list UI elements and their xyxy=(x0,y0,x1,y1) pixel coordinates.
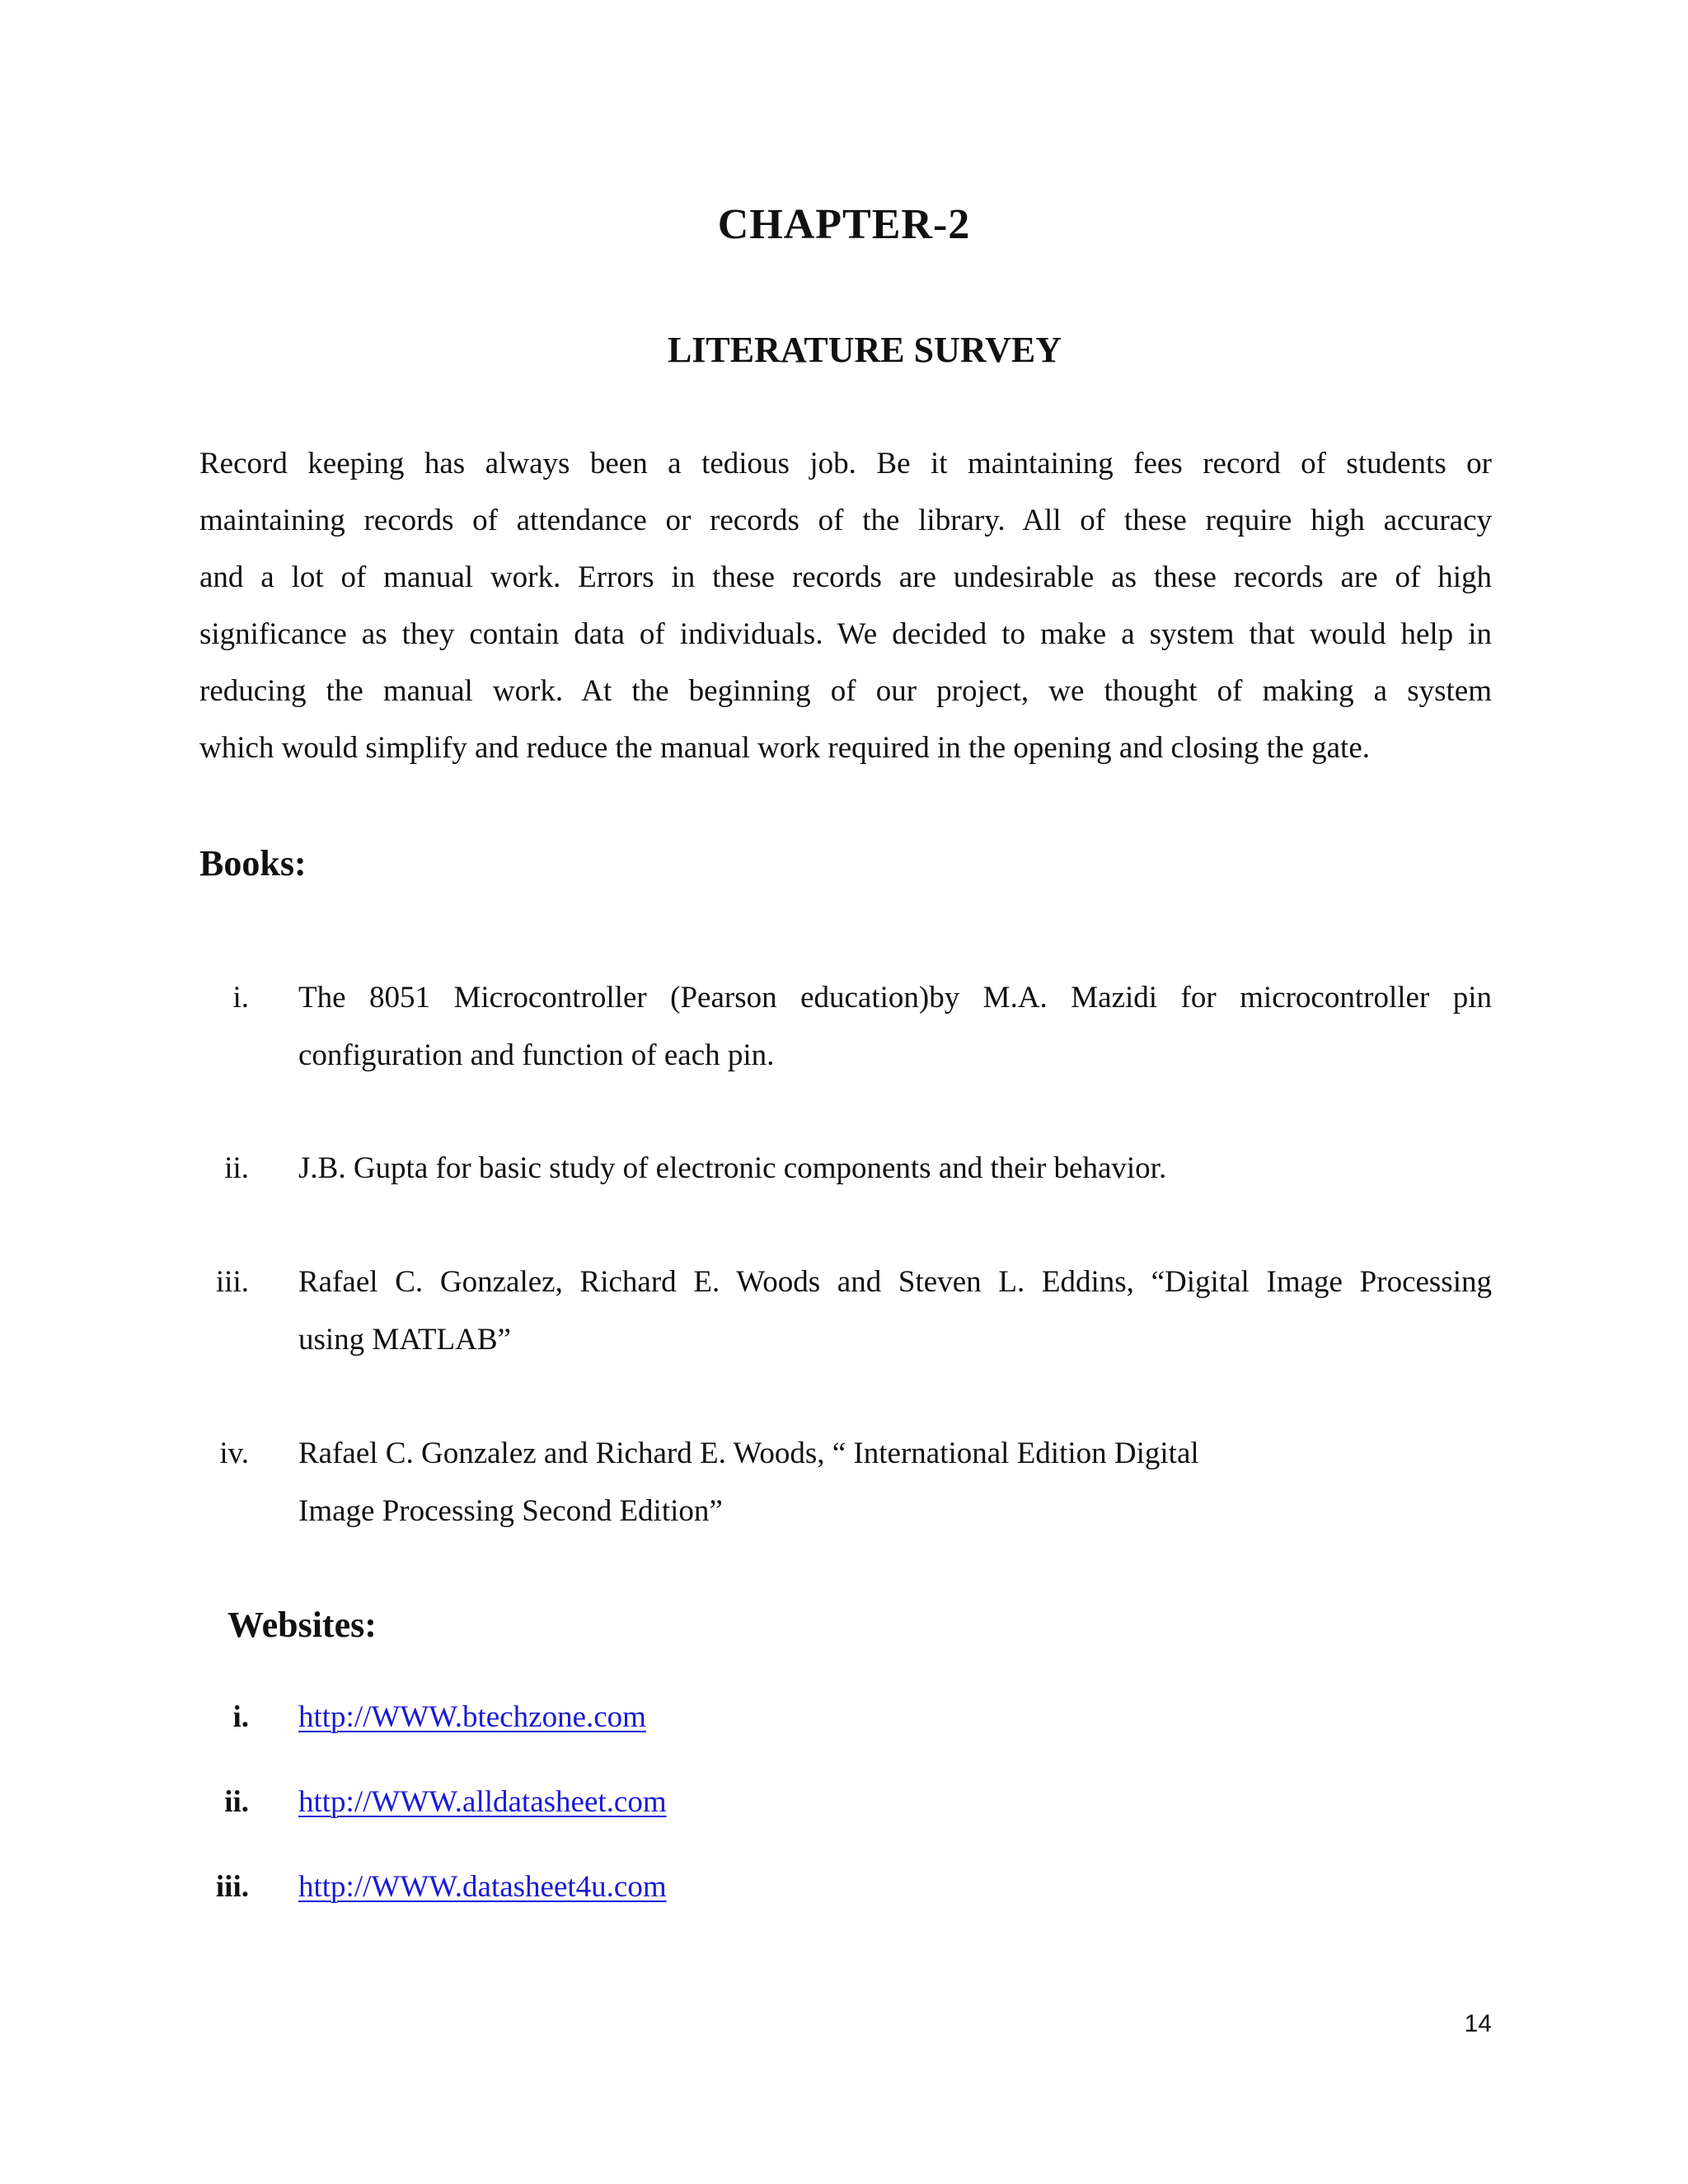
intro-line: reducing the manual work. At the beginning of our project, we thought of making a system xyxy=(199,674,1492,708)
reference-number: i. xyxy=(232,1700,249,1734)
reference-number: iv. xyxy=(219,1436,249,1470)
reference-line: The 8051 Microcontroller (Pearson education)by M.A. Mazidi for microcontroller pin xyxy=(298,981,1492,1015)
reference-text xyxy=(298,1254,1492,1369)
reference-line: configuration and function of each pin. xyxy=(298,1038,775,1072)
reference-line: using MATLAB” xyxy=(298,1323,511,1357)
intro-paragraph xyxy=(199,435,1492,776)
reference-number: iii. xyxy=(215,1870,249,1904)
books-heading: Books: xyxy=(199,843,307,883)
reference-line: Rafael C. Gonzalez, Richard E. Woods and Steven L. Eddins, “Digital Image Processing xyxy=(298,1265,1492,1299)
reference-line: Image Processing Second Edition” xyxy=(298,1494,723,1528)
website-link[interactable]: http://WWW.alldatasheet.com xyxy=(298,1785,667,1819)
reference-number: ii. xyxy=(224,1785,249,1819)
reference-line: J.B. Gupta for basic study of electronic components and their behavior. xyxy=(298,1151,1167,1185)
reference-number: i. xyxy=(232,981,249,1015)
reference-text xyxy=(298,1140,1492,1197)
reference-text xyxy=(298,1425,1492,1540)
chapter-title: CHAPTER-2 xyxy=(717,201,971,248)
reference-line: Rafael C. Gonzalez and Richard E. Woods, “ International Edition Digital xyxy=(298,1436,1199,1470)
reference-text xyxy=(298,969,1492,1085)
intro-line: Record keeping has always been a tedious job. Be it maintaining fees record of students or xyxy=(199,447,1492,480)
intro-line: and a lot of manual work. Errors in these records are undesirable as these records are of high xyxy=(199,560,1492,594)
reference-number: iii. xyxy=(215,1265,249,1299)
website-link[interactable]: http://WWW.btechzone.com xyxy=(298,1700,646,1734)
page-number: 14 xyxy=(1464,2010,1492,2037)
intro-line: which would simplify and reduce the manual work required in the opening and closing the gate. xyxy=(199,731,1371,765)
reference-number: ii. xyxy=(224,1151,249,1185)
website-link[interactable]: http://WWW.datasheet4u.com xyxy=(298,1870,667,1904)
section-title: LITERATURE SURVEY xyxy=(667,330,1062,370)
intro-line: maintaining records of attendance or records of the library. All of these require high accuracy xyxy=(199,504,1492,537)
websites-heading: Websites: xyxy=(227,1605,377,1645)
intro-line: significance as they contain data of individuals. We decided to make a system that would help in xyxy=(199,617,1492,651)
